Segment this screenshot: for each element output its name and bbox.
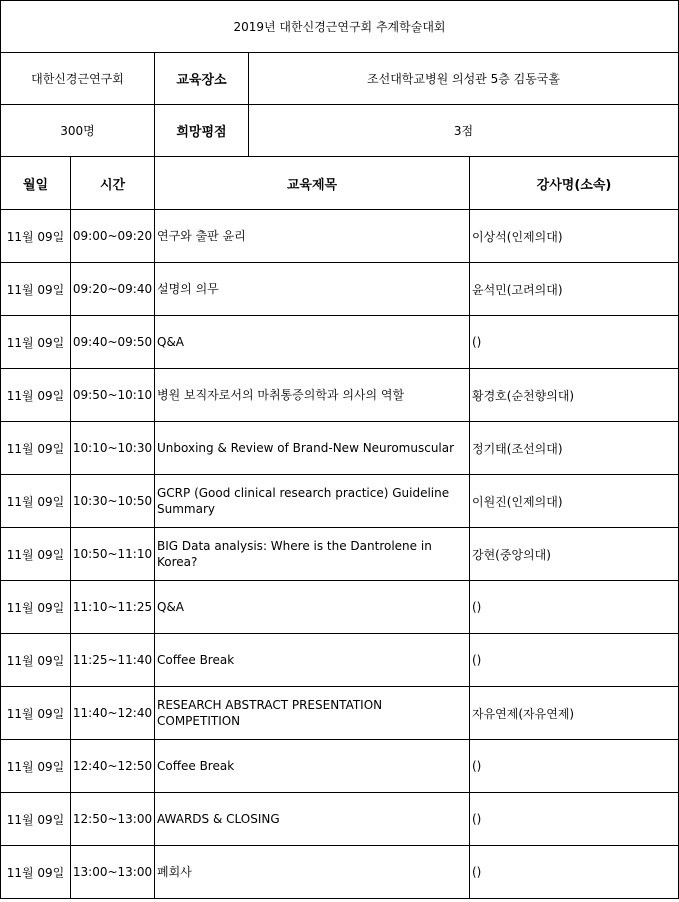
session-topic: Unboxing & Review of Brand-New Neuromuscular [155,422,470,475]
session-time: 12:40~12:50 [71,740,155,793]
session-topic: AWARDS & CLOSING [155,793,470,846]
points-label: 희망평점 [155,105,249,157]
session-speaker: () [470,634,679,687]
session-date: 11월 09일 [1,793,71,846]
session-date: 11월 09일 [1,740,71,793]
venue-value: 조선대학교병원 의성관 5층 김동국홀 [249,53,679,105]
schedule-row [1,793,679,846]
session-date: 11월 09일 [1,210,71,263]
session-topic: 병원 보직자로서의 마취통증의학과 의사의 역할 [155,369,470,422]
column-header-row [1,157,679,210]
session-time: 11:25~11:40 [71,634,155,687]
schedule-row [1,687,679,740]
session-time: 12:50~13:00 [71,793,155,846]
venue-label: 교육장소 [155,53,249,105]
session-date: 11월 09일 [1,422,71,475]
session-speaker: 정기태(조선의대) [470,422,679,475]
session-topic: Coffee Break [155,740,470,793]
points-value: 3점 [249,105,679,157]
session-date: 11월 09일 [1,369,71,422]
session-speaker: () [470,581,679,634]
session-topic: RESEARCH ABSTRACT PRESENTATION COMPETITION [155,687,470,740]
session-date: 11월 09일 [1,687,71,740]
session-speaker: () [470,316,679,369]
session-date: 11월 09일 [1,263,71,316]
session-date: 11월 09일 [1,634,71,687]
capacity-cell: 300명 [1,105,155,157]
session-time: 11:10~11:25 [71,581,155,634]
schedule-row [1,740,679,793]
session-speaker: () [470,846,679,899]
session-date: 11월 09일 [1,846,71,899]
session-date: 11월 09일 [1,581,71,634]
session-time: 09:20~09:40 [71,263,155,316]
session-speaker: 자유연제(자유연제) [470,687,679,740]
session-topic: 설명의 의무 [155,263,470,316]
session-topic: Coffee Break [155,634,470,687]
session-date: 11월 09일 [1,316,71,369]
session-speaker: 이상석(인제의대) [470,210,679,263]
session-time: 10:10~10:30 [71,422,155,475]
time-column-header: 시간 [71,157,155,210]
schedule-row [1,581,679,634]
session-time: 09:50~10:10 [71,369,155,422]
session-time: 13:00~13:00 [71,846,155,899]
session-time: 09:40~09:50 [71,316,155,369]
schedule-row [1,528,679,581]
schedule-row [1,634,679,687]
session-speaker: 윤석민(고려의대) [470,263,679,316]
session-time: 10:30~10:50 [71,475,155,528]
session-topic: Q&A [155,581,470,634]
session-speaker: 황경호(순천향의대) [470,369,679,422]
schedule-row [1,369,679,422]
session-time: 11:40~12:40 [71,687,155,740]
date-column-header: 월일 [1,157,71,210]
session-topic: Q&A [155,316,470,369]
schedule-row [1,846,679,899]
session-topic: 연구와 출판 윤리 [155,210,470,263]
organizer-cell: 대한신경근연구회 [1,53,155,105]
session-speaker: 강현(중앙의대) [470,528,679,581]
topic-column-header: 교육제목 [155,157,470,210]
session-date: 11월 09일 [1,475,71,528]
venue-row [1,53,679,105]
schedule-row [1,263,679,316]
schedule-row [1,422,679,475]
speaker-column-header: 강사명(소속) [470,157,679,210]
schedule-row [1,316,679,369]
session-date: 11월 09일 [1,528,71,581]
title-row [1,1,679,53]
session-topic: 폐회사 [155,846,470,899]
session-time: 10:50~11:10 [71,528,155,581]
schedule-row [1,210,679,263]
session-speaker: () [470,793,679,846]
session-topic: BIG Data analysis: Where is the Dantrolene in Korea? [155,528,470,581]
session-topic: GCRP (Good clinical research practice) Guideline Summary [155,475,470,528]
session-time: 09:00~09:20 [71,210,155,263]
event-title: 2019년 대한신경근연구회 추계학술대회 [1,1,679,53]
session-speaker: () [470,740,679,793]
session-speaker: 이원진(인제의대) [470,475,679,528]
schedule-row [1,475,679,528]
points-row [1,105,679,157]
